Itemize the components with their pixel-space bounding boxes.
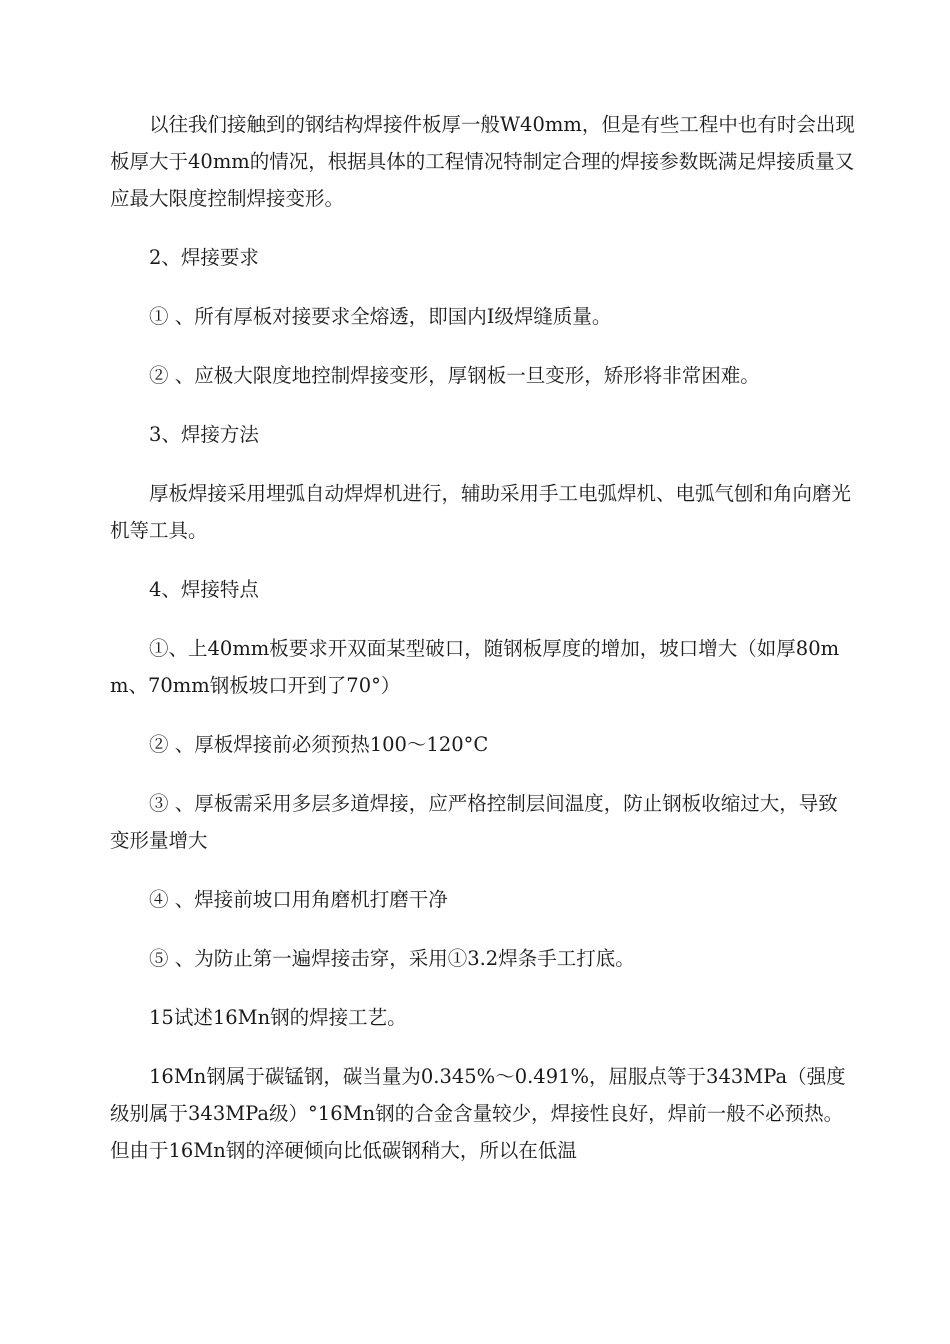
feature-item-1: ①、上40mm板要求开双面某型破口，随钢板厚度的增加，坡口增大（如厚80mm、70mm钢板坡口开到了70°） xyxy=(110,637,840,697)
question-heading-16mn: 15试述16Mn钢的焊接工艺。 xyxy=(149,1006,407,1029)
feature-item-2: ② 、厚板焊接前必须预热100〜120°C xyxy=(149,733,489,756)
requirement-item-2: ② 、应极大限度地控制焊接变形，厚钢板一旦变形，矫形将非常困难。 xyxy=(149,364,760,387)
feature-item-3: ③ 、厚板需采用多层多道焊接，应严格控制层间温度，防止钢板收缩过大，导致变形量增大 xyxy=(110,792,838,852)
paragraph-intro: 以往我们接触到的钢结构焊接件板厚一般W40mm，但是有些工程中也有时会出现板厚大于40mm的情况，根据具体的工程情况特制定合理的焊接参数既满足焊接质量又应最大限度控制焊接变形。 xyxy=(110,113,855,210)
paragraph-16mn-process: 16Mn钢属于碳锰钢，碳当量为0.345%〜0.491%，屈服点等于343MPa（强度级别属于343MPa级）°16Mn钢的合金含量较少，焊接性良好，焊前一般不必预热。但由于16Mn钢的淬硬倾向比低碳钢稍大，所以在低温 xyxy=(110,1065,846,1162)
feature-item-5: ⑤ 、为防止第一遍焊接击穿，采用①3.2焊条手工打底。 xyxy=(149,947,635,970)
requirement-item-1: ① 、所有厚板对接要求全熔透，即国内I级焊缝质量。 xyxy=(149,305,612,328)
paragraph-welding-method: 厚板焊接采用埋弧自动焊焊机进行，辅助采用手工电弧焊机、电弧气刨和角向磨光机等工具。 xyxy=(110,482,852,542)
document-body xyxy=(110,106,855,1191)
section-heading-welding-method: 3、焊接方法 xyxy=(149,423,259,446)
section-heading-welding-features: 4、焊接特点 xyxy=(149,578,259,601)
section-heading-welding-requirements: 2、焊接要求 xyxy=(149,246,259,269)
feature-item-4: ④ 、焊接前坡口用角磨机打磨干净 xyxy=(149,888,448,911)
